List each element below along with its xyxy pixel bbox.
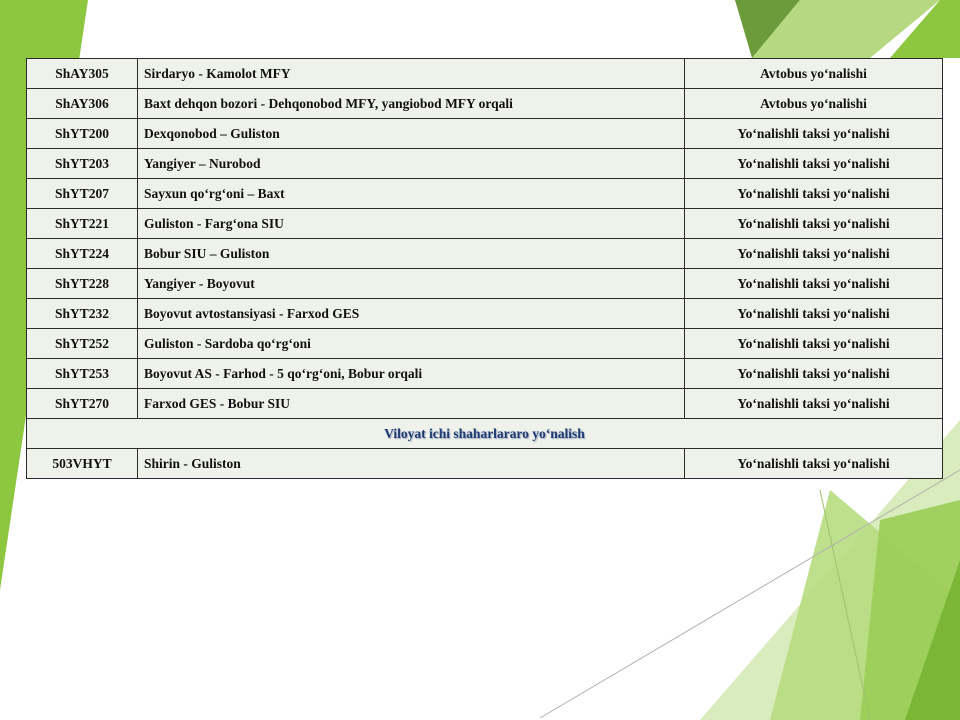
route-name-cell: Dexqonobod – Guliston (138, 119, 685, 149)
route-name-cell: Guliston - Sardoba qo‘rg‘oni (138, 329, 685, 359)
route-name-cell: Yangiyer – Nurobod (138, 149, 685, 179)
routes-table-body-after-section (27, 449, 943, 479)
route-name-cell: Shirin - Guliston (138, 449, 685, 479)
table-row (27, 149, 943, 179)
route-code-cell: ShAY306 (27, 89, 138, 119)
table-row (27, 329, 943, 359)
route-code-cell: ShYT232 (27, 299, 138, 329)
route-type-cell: Yo‘nalishli taksi yo‘nalishi (685, 299, 943, 329)
route-code-cell: ShYT253 (27, 359, 138, 389)
route-code-cell: ShYT252 (27, 329, 138, 359)
route-code-cell: ShAY305 (27, 59, 138, 89)
route-name-cell: Yangiyer - Boyovut (138, 269, 685, 299)
routes-table-body (27, 59, 943, 419)
route-code-cell: ShYT228 (27, 269, 138, 299)
table-row (27, 299, 943, 329)
route-type-cell: Yo‘nalishli taksi yo‘nalishi (685, 269, 943, 299)
route-type-cell: Yo‘nalishli taksi yo‘nalishi (685, 449, 943, 479)
table-row (27, 179, 943, 209)
route-type-cell: Yo‘nalishli taksi yo‘nalishi (685, 119, 943, 149)
route-type-cell: Yo‘nalishli taksi yo‘nalishi (685, 359, 943, 389)
table-row (27, 209, 943, 239)
route-name-cell: Boyovut avtostansiyasi - Farxod GES (138, 299, 685, 329)
route-name-cell: Sayxun qo‘rg‘oni – Baxt (138, 179, 685, 209)
route-name-cell: Guliston - Farg‘ona SIU (138, 209, 685, 239)
section-heading: Viloyat ichi shaharlararo yo‘nalish (27, 419, 943, 449)
route-code-cell: ShYT207 (27, 179, 138, 209)
route-code-cell: ShYT221 (27, 209, 138, 239)
table-row (27, 119, 943, 149)
route-name-cell: Bobur SIU – Guliston (138, 239, 685, 269)
route-type-cell: Avtobus yo‘nalishi (685, 59, 943, 89)
routes-table (26, 58, 943, 479)
route-code-cell: ShYT224 (27, 239, 138, 269)
table-row (27, 449, 943, 479)
section-heading-group (27, 419, 943, 449)
route-code-cell: ShYT200 (27, 119, 138, 149)
table-row (27, 239, 943, 269)
route-name-cell: Farxod GES - Bobur SIU (138, 389, 685, 419)
table-row (27, 359, 943, 389)
route-type-cell: Yo‘nalishli taksi yo‘nalishi (685, 239, 943, 269)
route-code-cell: ShYT203 (27, 149, 138, 179)
route-type-cell: Avtobus yo‘nalishi (685, 89, 943, 119)
route-type-cell: Yo‘nalishli taksi yo‘nalishi (685, 209, 943, 239)
route-code-cell: ShYT270 (27, 389, 138, 419)
table-row (27, 269, 943, 299)
route-name-cell: Baxt dehqon bozori - Dehqonobod MFY, yangiobod MFY orqali (138, 89, 685, 119)
route-code-cell: 503VHYT (27, 449, 138, 479)
table-row (27, 89, 943, 119)
route-type-cell: Yo‘nalishli taksi yo‘nalishi (685, 389, 943, 419)
route-type-cell: Yo‘nalishli taksi yo‘nalishi (685, 179, 943, 209)
table-row (27, 389, 943, 419)
route-name-cell: Boyovut AS - Farhod - 5 qo‘rg‘oni, Bobur orqali (138, 359, 685, 389)
route-type-cell: Yo‘nalishli taksi yo‘nalishi (685, 329, 943, 359)
route-name-cell: Sirdaryo - Kamolot MFY (138, 59, 685, 89)
route-type-cell: Yo‘nalishli taksi yo‘nalishi (685, 149, 943, 179)
table-row (27, 59, 943, 89)
section-heading-row (27, 419, 943, 449)
